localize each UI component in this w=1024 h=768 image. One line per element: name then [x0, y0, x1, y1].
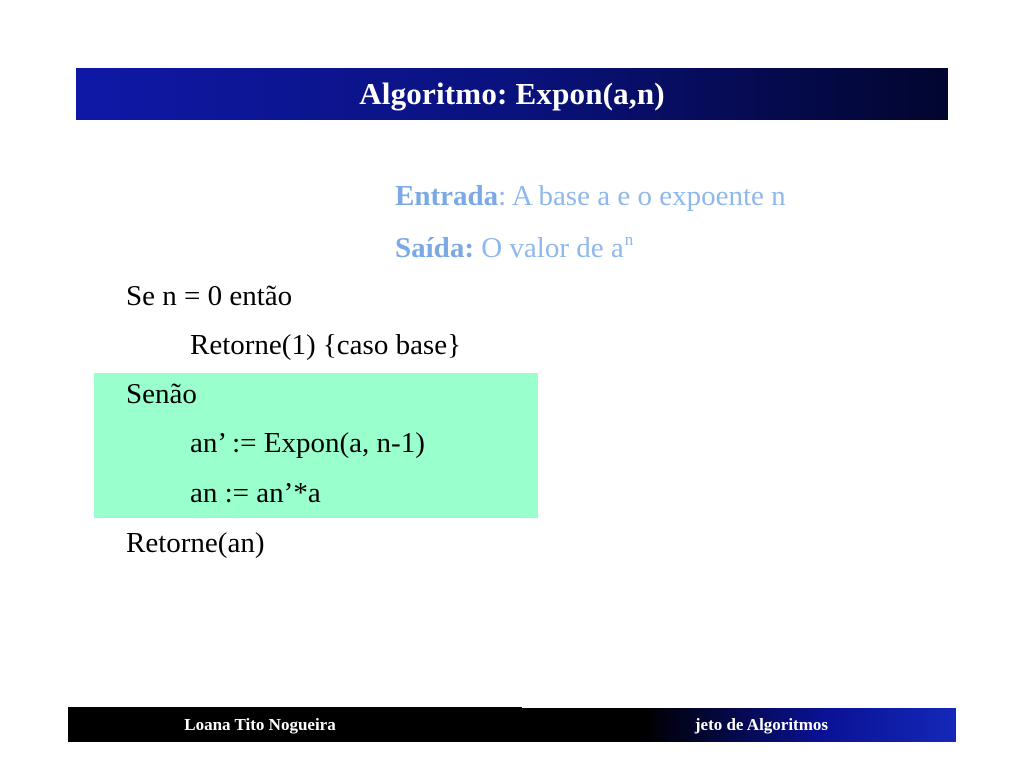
input-text: : A base a e o expoente n — [498, 180, 786, 212]
output-superscript: n — [624, 230, 634, 249]
input-label: Entrada — [395, 180, 499, 212]
output-text: O valor de a — [473, 232, 624, 264]
code-line-return: Retorne(an) — [126, 527, 265, 559]
code-line-return-base: Retorne(1) {caso base} — [190, 329, 462, 361]
footer-course: jeto de Algoritmos — [694, 715, 828, 734]
code-line-if: Se n = 0 então — [126, 280, 293, 312]
input-spec — [395, 180, 786, 213]
slide-title: Algoritmo: Expon(a,n) — [359, 76, 665, 111]
slide-title-bar — [76, 68, 948, 120]
code-line-else: Senão — [126, 378, 197, 410]
footer-right-bar — [522, 708, 956, 742]
output-spec — [395, 230, 633, 265]
output-label: Saída: — [395, 232, 474, 264]
code-line-recursive-call: an’ := Expon(a, n-1) — [190, 427, 425, 459]
footer-author: Loana Tito Nogueira — [184, 714, 336, 734]
code-line-multiply: an := an’*a — [190, 477, 321, 509]
